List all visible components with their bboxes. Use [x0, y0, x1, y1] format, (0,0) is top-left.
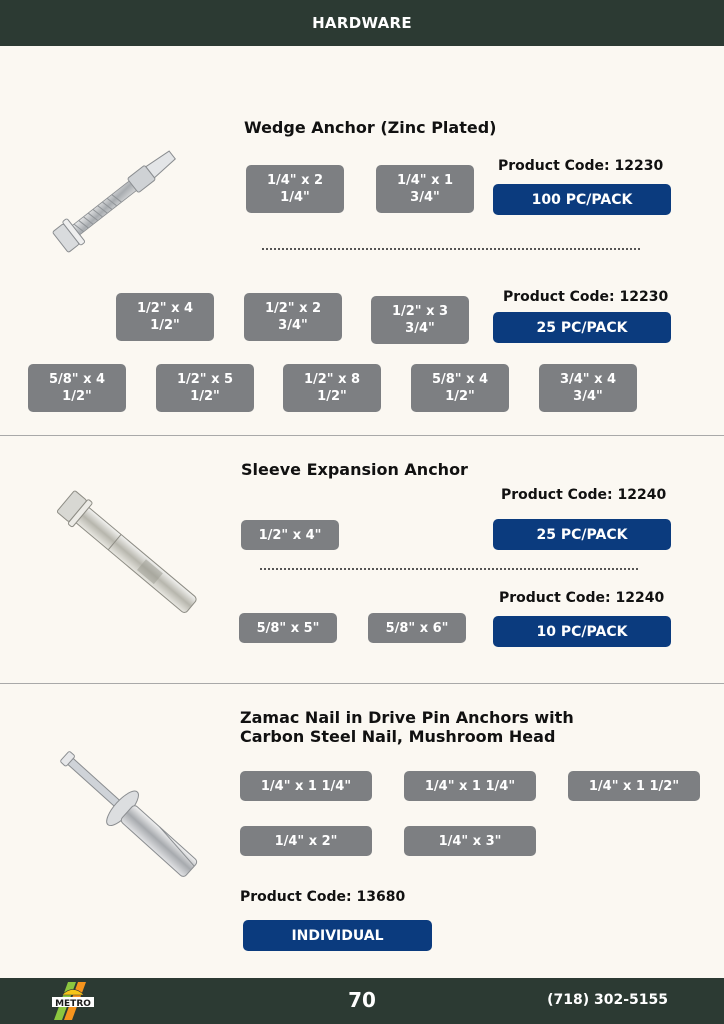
page-header — [0, 0, 724, 46]
size-chip: 5/8" x 4 1/2" — [411, 364, 509, 412]
dotted-separator — [260, 568, 638, 570]
drive-pin-anchor-image — [40, 730, 220, 900]
title-line: Carbon Steel Nail, Mushroom Head — [240, 727, 556, 746]
pack-badge: 10 PC/PACK — [493, 616, 671, 647]
size-chip: 5/8" x 4 1/2" — [28, 364, 126, 412]
size-chip: 3/4" x 4 3/4" — [539, 364, 637, 412]
product-code: Product Code: 13680 — [240, 889, 406, 905]
page-footer — [0, 978, 724, 1024]
product-code: Product Code: 12240 — [499, 590, 665, 606]
size-chip: 1/4" x 1 1/4" — [240, 771, 372, 801]
size-chip: 1/4" x 1 3/4" — [376, 165, 474, 213]
product-code: Product Code: 12230 — [503, 289, 669, 305]
product-code: Product Code: 12230 — [498, 158, 664, 174]
pack-badge: 25 PC/PACK — [493, 312, 671, 343]
section-divider — [0, 683, 724, 684]
page-number: 70 — [348, 988, 376, 1012]
size-chip: 5/8" x 5" — [239, 613, 337, 643]
phone-number: (718) 302-5155 — [547, 992, 668, 1008]
size-chip: 1/2" x 5 1/2" — [156, 364, 254, 412]
size-chip: 1/4" x 2 1/4" — [246, 165, 344, 213]
header-title: HARDWARE — [312, 14, 412, 32]
size-chip: 1/4" x 3" — [404, 826, 536, 856]
size-chip: 1/2" x 4" — [241, 520, 339, 550]
sleeve-anchor-image — [40, 475, 220, 635]
size-chip: 1/2" x 2 3/4" — [244, 293, 342, 341]
wedge-anchor-image — [36, 110, 206, 280]
size-chip: 5/8" x 6" — [368, 613, 466, 643]
size-chip: 1/2" x 4 1/2" — [116, 293, 214, 341]
section-divider — [0, 435, 724, 436]
pack-badge: INDIVIDUAL — [243, 920, 432, 951]
dotted-separator — [262, 248, 640, 250]
drive-pin-anchor-title — [240, 708, 574, 746]
sleeve-anchor-title: Sleeve Expansion Anchor — [241, 460, 468, 479]
size-chip: 1/2" x 3 3/4" — [371, 296, 469, 344]
size-chip: 1/4" x 2" — [240, 826, 372, 856]
size-chip: 1/2" x 8 1/2" — [283, 364, 381, 412]
logo-text: METRO — [55, 999, 91, 1009]
size-chip: 1/4" x 1 1/2" — [568, 771, 700, 801]
size-chip: 1/4" x 1 1/4" — [404, 771, 536, 801]
title-line: Zamac Nail in Drive Pin Anchors with — [240, 708, 574, 727]
pack-badge: 100 PC/PACK — [493, 184, 671, 215]
wedge-anchor-title: Wedge Anchor (Zinc Plated) — [244, 118, 497, 137]
pack-badge: 25 PC/PACK — [493, 519, 671, 550]
product-code: Product Code: 12240 — [501, 487, 667, 503]
